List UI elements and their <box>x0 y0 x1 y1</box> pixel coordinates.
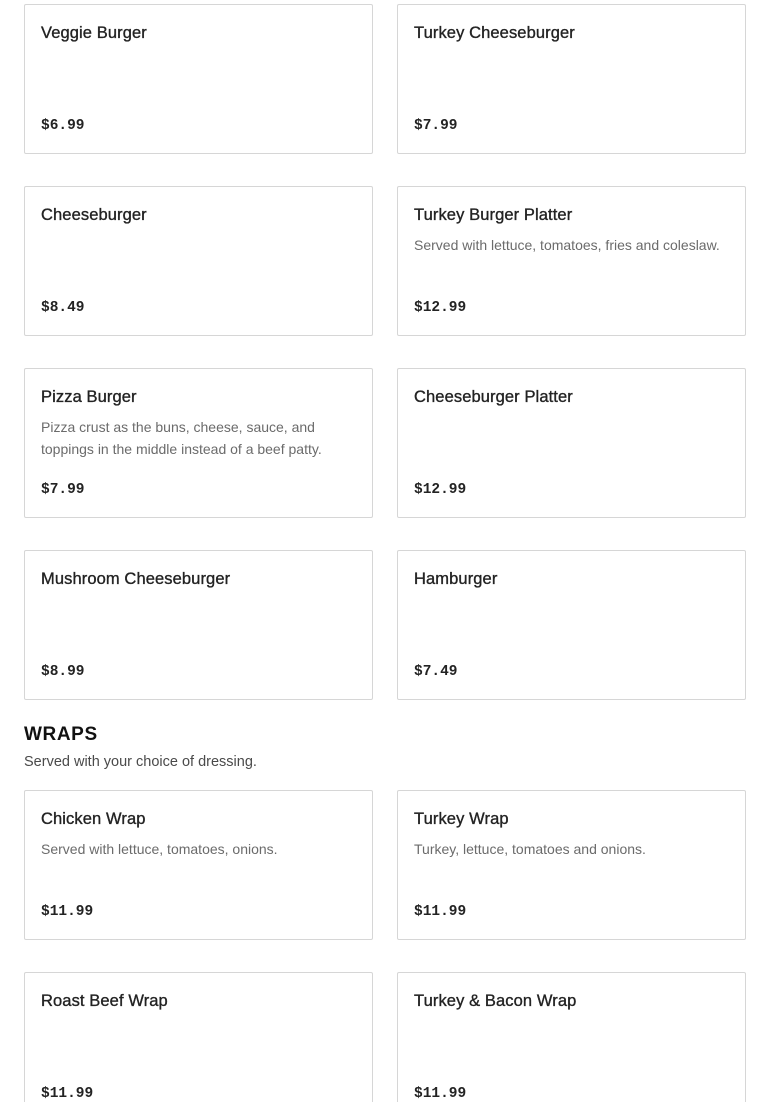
menu-item-name: Turkey Burger Platter <box>414 206 573 224</box>
section-title: WRAPS <box>24 724 98 745</box>
menu-item-price: $6.99 <box>41 118 85 134</box>
wraps-section-header <box>24 724 257 770</box>
menu-item-card[interactable] <box>397 368 746 518</box>
menu-item-name: Hamburger <box>414 570 498 588</box>
menu-item-name: Turkey Wrap <box>414 810 509 828</box>
menu-item-card[interactable] <box>397 550 746 700</box>
menu-item-name: Veggie Burger <box>41 24 147 42</box>
menu-item-description: Turkey, lettuce, tomatoes and onions. <box>414 841 646 857</box>
menu-item-description: Served with lettuce, tomatoes, fries and coleslaw. <box>414 237 720 253</box>
menu-item-card[interactable] <box>24 4 373 154</box>
menu-item-card[interactable] <box>397 4 746 154</box>
menu-item-card[interactable] <box>24 550 373 700</box>
menu-item-price: $8.49 <box>41 300 85 316</box>
menu-item-description: Pizza crust as the buns, cheese, sauce, and toppings in the middle instead of a beef patty. <box>41 419 322 457</box>
menu-item-name: Roast Beef Wrap <box>41 992 168 1010</box>
menu-item-name: Cheeseburger Platter <box>414 388 573 406</box>
menu-item-description: Served with lettuce, tomatoes, onions. <box>41 841 278 857</box>
menu-item-price: $12.99 <box>414 482 467 498</box>
menu-item-price: $12.99 <box>414 300 467 316</box>
menu-item-name: Chicken Wrap <box>41 810 146 828</box>
menu-item-price: $11.99 <box>414 904 467 920</box>
menu-item-price: $7.99 <box>41 482 85 498</box>
wraps-menu-grid <box>24 790 746 1102</box>
menu-item-card[interactable] <box>24 368 373 518</box>
menu-item-card[interactable] <box>24 790 373 940</box>
menu-item-name: Cheeseburger <box>41 206 147 224</box>
burgers-menu-grid <box>24 4 746 700</box>
menu-item-card[interactable] <box>24 972 373 1102</box>
menu-item-price: $7.49 <box>414 664 458 680</box>
menu-item-price: $7.99 <box>414 118 458 134</box>
menu-item-price: $11.99 <box>41 1086 94 1102</box>
menu-item-card[interactable] <box>397 972 746 1102</box>
menu-item-name: Turkey & Bacon Wrap <box>414 992 577 1010</box>
menu-item-card[interactable] <box>397 790 746 940</box>
section-description: Served with your choice of dressing. <box>24 754 257 770</box>
menu-item-name: Turkey Cheeseburger <box>414 24 575 42</box>
menu-item-card[interactable] <box>397 186 746 336</box>
menu-item-card[interactable] <box>24 186 373 336</box>
menu-item-price: $11.99 <box>414 1086 467 1102</box>
menu-item-price: $11.99 <box>41 904 94 920</box>
menu-item-price: $8.99 <box>41 664 85 680</box>
menu-item-name: Mushroom Cheeseburger <box>41 570 231 588</box>
menu-item-name: Pizza Burger <box>41 388 137 406</box>
